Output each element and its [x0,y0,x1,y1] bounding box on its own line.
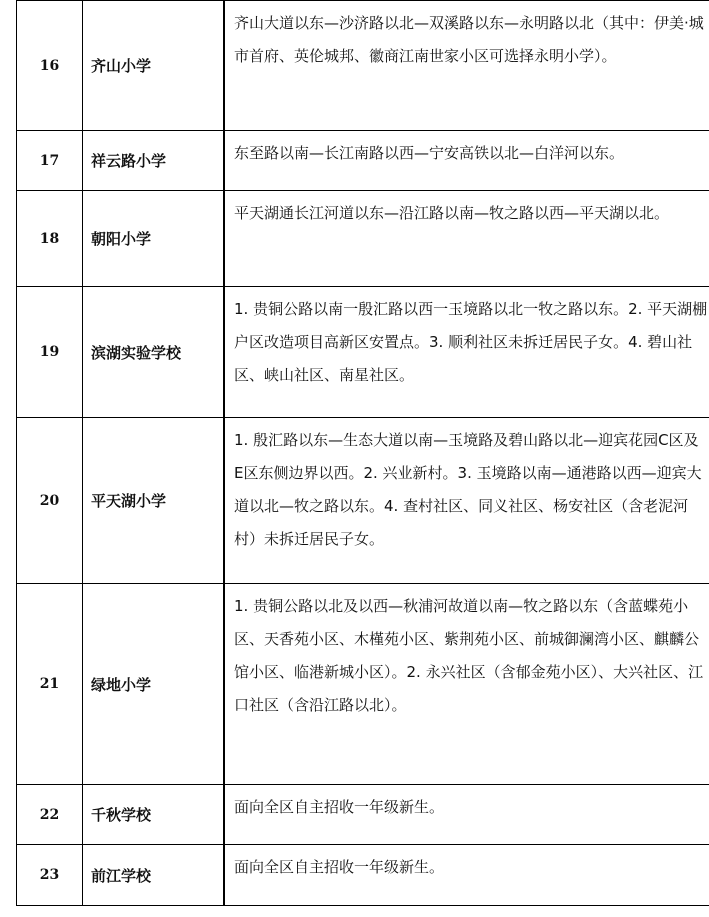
table-row [17,845,709,906]
row-number: 23 [17,845,83,906]
school-name: 绿地小学 [83,584,225,785]
district-description: 1. 贵铜公路以南一殷汇路以西一玉境路以北一牧之路以东。2. 平天湖棚户区改造项目高新区安置点。3. 顺利社区未拆迁居民子女。4. 碧山社区、峡山社区、南星社区。 [224,287,709,418]
district-description: 面向全区自主招收一年级新生。 [224,785,709,845]
district-description: 齐山大道以东—沙济路以北—双溪路以东—永明路以北（其中：伊美·城市首府、英伦城邦、徽商江南世家小区可选择永明小学）。 [224,1,709,131]
row-number: 18 [17,191,83,287]
table-row [17,287,709,418]
table-row [17,584,709,785]
district-description: 东至路以南—长江南路以西—宁安高铁以北—白洋河以东。 [224,131,709,191]
table-row [17,191,709,287]
district-description: 1. 贵铜公路以北及以西—秋浦河故道以南—牧之路以东（含蓝蝶苑小区、天香苑小区、木槿苑小区、紫荆苑小区、前城御澜湾小区、麒麟公馆小区、临港新城小区）。2. 永兴社区（含郁金苑小区）、大兴社区、江口社区（含沿江路以北）。 [224,584,709,785]
table-row [17,785,709,845]
row-number: 22 [17,785,83,845]
row-number: 17 [17,131,83,191]
table-row [17,131,709,191]
school-name: 滨湖实验学校 [83,287,225,418]
row-number: 16 [17,1,83,131]
district-description: 1. 殷汇路以东—生态大道以南—玉境路及碧山路以北—迎宾花园C区及E区东侧边界以西。2. 兴业新村。3. 玉境路以南—通港路以西—迎宾大道以北—牧之路以东。4. 查村社区、同义社区、杨安社区（含老泥河村）未拆迁居民子女。 [224,418,709,584]
row-number: 20 [17,418,83,584]
row-number: 21 [17,584,83,785]
school-name: 朝阳小学 [83,191,225,287]
school-name: 前江学校 [83,845,225,906]
school-name: 千秋学校 [83,785,225,845]
district-description: 平天湖通长江河道以东—沿江路以南—牧之路以西—平天湖以北。 [224,191,709,287]
district-description: 面向全区自主招收一年级新生。 [224,845,709,906]
table-row [17,418,709,584]
row-number: 19 [17,287,83,418]
table-row [17,1,709,131]
school-name: 平天湖小学 [83,418,225,584]
school-name: 祥云路小学 [83,131,225,191]
school-name: 齐山小学 [83,1,225,131]
school-district-table [16,0,709,906]
